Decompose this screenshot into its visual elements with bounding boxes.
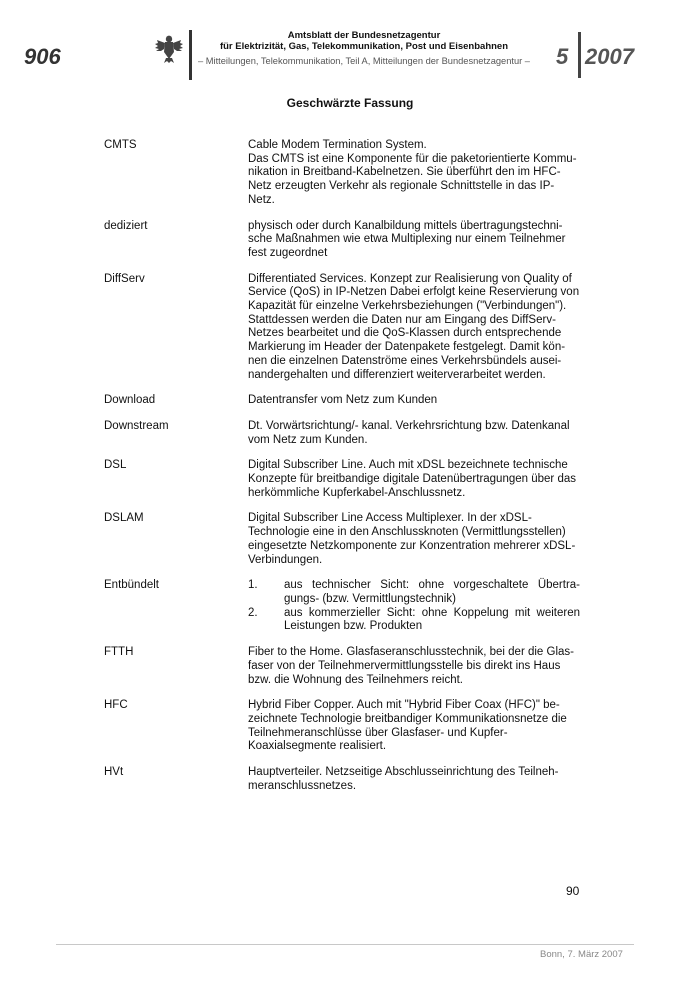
glossary-entry: [104, 220, 580, 261]
definition-line: Differentiated Services. Konzept zur Realisierung von Quality of: [248, 272, 572, 285]
list-text: aus kommerzieller Sicht: ohne Koppelung mit weiteren Leistungen bzw. Produkten: [284, 606, 580, 633]
glossary-entry: [104, 766, 580, 793]
glossary-term: HVt: [104, 766, 124, 779]
footer-date: Bonn, 7. März 2007: [540, 949, 623, 960]
definition-line: faser von der Teilnehmervermittlungsstelle bis direkt ins Haus: [248, 659, 561, 672]
definition-line: Teilnehmeranschlüsse über Glasfaser- und Kupfer-: [248, 726, 508, 739]
definition-line: Fiber to the Home. Glasfaseranschlusstechnik, bei der die Glas-: [248, 646, 574, 659]
definition-list-item: [248, 607, 580, 634]
glossary-term: dediziert: [104, 219, 148, 232]
glossary-definition: [248, 459, 580, 500]
definition-line: sche Maßnahmen wie etwa Multiplexing nur einem Teilnehmer: [248, 233, 566, 246]
definition-line: Technologie eine in den Anschlussknoten (Vermittlungsstellen): [248, 526, 566, 539]
definition-line: vom Netz zum Kunden.: [248, 433, 368, 446]
glossary-entry: [104, 512, 580, 567]
definition-line: Hybrid Fiber Copper. Auch mit "Hybrid Fiber Coax (HFC)" be-: [248, 699, 560, 712]
definition-line: nandergehalten und differenziert weiterverarbeitet werden.: [248, 368, 546, 381]
glossary-term: Downstream: [104, 419, 169, 432]
definition-line: Konzepte für breitbandige digitale Datenübertragungen über das: [248, 473, 576, 486]
page-number: 906: [24, 44, 61, 69]
definition-line: Datentransfer vom Netz zum Kunden: [248, 394, 438, 407]
glossary-definition: [248, 699, 580, 754]
glossary-term: DSL: [104, 459, 127, 472]
glossary-entry: [104, 139, 580, 208]
issue-divider: [578, 32, 581, 78]
definition-line: Service (QoS) in IP-Netzen Dabei erfolgt keine Reservierung von: [248, 286, 580, 299]
definition-line: Dt. Vorwärtsrichtung/- kanal. Verkehrsrichtung bzw. Datenkanal: [248, 419, 570, 432]
glossary-definition: [248, 512, 580, 567]
glossary-definition: [248, 646, 580, 687]
definition-list-item: [248, 579, 580, 606]
glossary-definition: [248, 579, 580, 634]
definition-line: bzw. die Wohnung des Teilnehmers reicht.: [248, 673, 464, 686]
definition-line: fest zugeordnet: [248, 246, 328, 259]
issue-year: 2007: [585, 44, 634, 69]
definition-line: Hauptverteiler. Netzseitige Abschlusseinrichtung des Teilneh-: [248, 766, 559, 779]
glossary-term: FTTH: [104, 646, 134, 659]
federal-eagle-icon: [154, 32, 184, 64]
gazette-section-line: – Mitteilungen, Telekommunikation, Teil A, Mitteilungen der Bundesnetzagentur –: [198, 56, 530, 66]
definition-line: meranschlussnetzes.: [248, 779, 357, 792]
glossary-term: Entbündelt: [104, 579, 159, 592]
footer-divider: [56, 944, 634, 945]
gazette-title: Amtsblatt der Bundesnetzagentur: [287, 30, 441, 41]
definition-line: Verbindungen.: [248, 553, 323, 566]
glossary-entry: [104, 273, 580, 383]
glossary-term: DSLAM: [104, 512, 144, 525]
glossary-definition: [248, 220, 580, 261]
glossary-term: CMTS: [104, 139, 137, 151]
glossary-term: DiffServ: [104, 272, 145, 285]
definition-line: nen die einzelnen Datenströme eines Verkehrsbündels ausei-: [248, 354, 562, 367]
glossary-entry: [104, 579, 580, 634]
glossary-entry: [104, 459, 580, 500]
definition-line: Das CMTS ist eine Komponente für die paketorientierte Kommu-: [248, 152, 577, 165]
folio-number: 90: [566, 884, 580, 898]
list-number: 2.: [248, 606, 258, 619]
glossary-term: HFC: [104, 699, 128, 712]
definition-line: Stattdessen werden die Daten nur am Eingang des DiffServ-: [248, 313, 556, 326]
glossary-definition: [248, 273, 580, 383]
definition-line: Netzes bearbeitet und die QoS-Klassen durch entsprechende: [248, 327, 562, 340]
glossary-definition: [248, 766, 580, 793]
definition-line: physisch oder durch Kanalbildung mittels übertragungstechni-: [248, 219, 563, 232]
definition-line: Kapazität für einzelne Verkehrsbeziehungen ("Verbindungen").: [248, 300, 567, 313]
definition-line: zeichnete Technologie breitbandiger Kommunikationsnetze die: [248, 712, 567, 725]
glossary-definition: [248, 420, 580, 447]
definition-line: Netz erzeugten Verkehr als regionale Schnittstelle in das IP-: [248, 180, 555, 193]
definition-line: Cable Modem Termination System.: [248, 139, 427, 151]
definition-line: nikation in Breitband-Kabelnetzen. Sie überführt den im HFC-: [248, 166, 561, 179]
glossary-definition: [248, 139, 580, 208]
definition-line: eingesetzte Netzkomponente zur Konzentration mehrerer xDSL-: [248, 539, 576, 552]
list-text: aus technischer Sicht: ohne vorgeschaltete Übertra-gungs- (bzw. Vermittlungstechnik): [284, 579, 580, 605]
definition-line: Netz.: [248, 193, 275, 206]
glossary-entry: [104, 646, 580, 687]
definition-line: Digital Subscriber Line Access Multiplexer. In der xDSL-: [248, 512, 532, 525]
glossary-term: Download: [104, 394, 156, 407]
definition-line: Markierung im Header der Datenpakete festgelegt. Damit kön-: [248, 341, 566, 354]
issue-number: 5: [556, 44, 569, 69]
definition-line: Koaxialsegmente realisiert.: [248, 740, 387, 753]
header-divider: [189, 30, 192, 80]
definition-line: herkömmliche Kupferkabel-Anschlussnetz.: [248, 486, 466, 499]
section-title: Geschwärzte Fassung: [286, 96, 414, 110]
definition-line: Digital Subscriber Line. Auch mit xDSL bezeichnete technische: [248, 459, 568, 472]
list-number: 1.: [248, 579, 258, 592]
glossary-entry: [104, 699, 580, 754]
glossary-entry: [104, 394, 580, 408]
glossary-definition: [248, 394, 580, 408]
glossary-entry: [104, 420, 580, 447]
glossary-list: [104, 139, 580, 805]
gazette-subtitle: für Elektrizität, Gas, Telekommunikation, Post und Eisenbahnen: [219, 41, 509, 52]
